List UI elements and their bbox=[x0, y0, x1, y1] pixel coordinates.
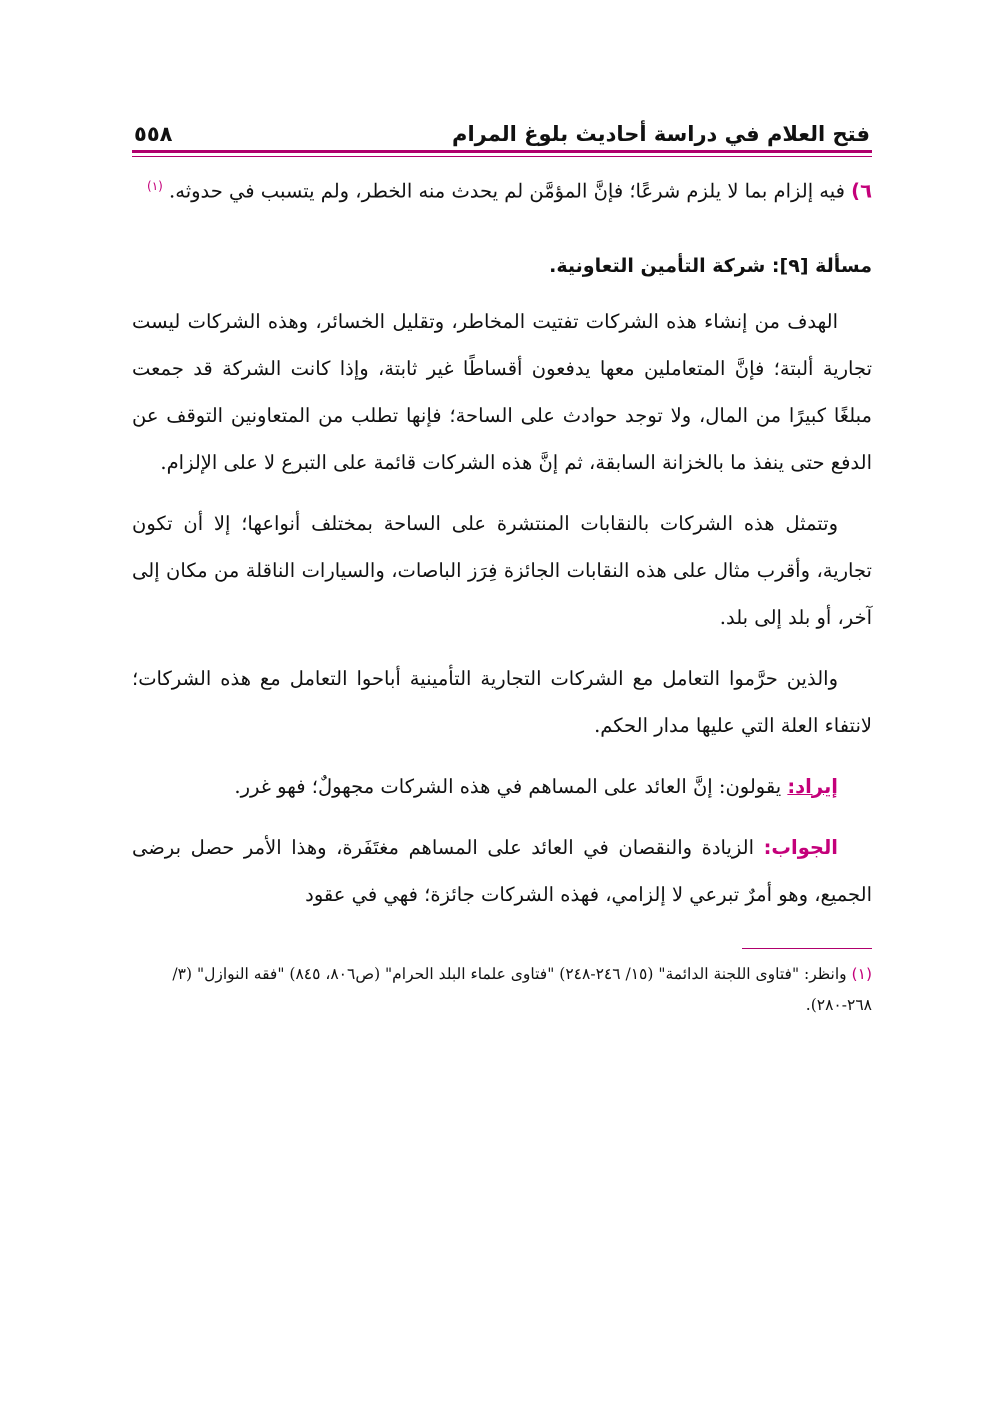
answer-label: الجواب: bbox=[763, 835, 838, 859]
footnote-text: وانظر: "فتاوى اللجنة الدائمة" (١٥/ ٢٤٦-٢٤٨) "فتاوى علماء البلد الحرام" (ص٨٠٦، ٨٤٥) "فقه النوازل" (٣/ ٢٦٨-٢٨٠). bbox=[172, 964, 872, 1014]
item-number: ٦) bbox=[851, 179, 872, 203]
running-header bbox=[132, 100, 872, 146]
book-title: فتح العلام في دراسة أحاديث بلوغ المرام bbox=[452, 122, 870, 146]
list-item-6 bbox=[132, 163, 872, 215]
footnote-divider bbox=[742, 948, 872, 949]
objection-text: يقولون: إنَّ العائد على المساهم في هذه الشركات مجهولٌ؛ فهو غرر. bbox=[234, 774, 782, 798]
paragraph-2: وتتمثل هذه الشركات بالنقابات المنتشرة على الساحة بمختلف أنواعها؛ إلا أن تكون تجارية، وأقرب مثال على هذه النقابات الجائزة فِرَز الباصات، والسيارات الناقلة من مكان إلى آخر، أو بلد إلى بلد. bbox=[132, 511, 872, 629]
paragraph-3: والذين حرَّموا التعامل مع الشركات التجارية التأمينية أباحوا التعامل مع هذه الشركات؛ لانتفاء العلة التي عليها مدار الحكم. bbox=[132, 666, 872, 737]
paragraph-1: الهدف من إنشاء هذه الشركات تفتيت المخاطر، وتقليل الخسائر، وهذه الشركات ليست تجارية ألبتة؛ فإنَّ المتعاملين معها يدفعون أقساطًا غير ثابتة، وإذا كانت الشركة قد جمعت مبلغًا كبيرًا من المال، ولا توجد حوادث على الساحة؛ فإنها تطلب من المتعاونين التوقف عن الدفع حتى ينفذ ما بالخزانة السابقة، ثم إنَّ هذه الشركات قائمة على التبرع لا على الإلزام. bbox=[132, 309, 872, 474]
item-text: فيه إلزام بما لا يلزم شرعًا؛ فإنَّ المؤمَّن لم يحدث منه الخطر، ولم يتسبب في حدوثه. bbox=[169, 179, 845, 203]
objection bbox=[132, 763, 872, 810]
answer-text: الزيادة والنقصان في العائد على المساهم مغتَفَرة، وهذا الأمر حصل برضى الجميع، وهو أمرٌ تبرعي لا إلزامي، فهذه الشركات جائزة؛ فهي في عقود bbox=[132, 835, 872, 906]
footnote-number: (١) bbox=[851, 964, 872, 983]
objection-label: إيراد: bbox=[787, 774, 838, 798]
answer bbox=[132, 824, 872, 918]
footnote-ref[interactable]: (١) bbox=[147, 179, 163, 193]
page bbox=[132, 100, 872, 1021]
header-rule bbox=[132, 150, 872, 157]
issue-heading: مسألة [٩]: شركة التأمين التعاونية. bbox=[549, 254, 872, 277]
page-number: ٥٥٨ bbox=[134, 122, 173, 146]
footnote bbox=[132, 959, 872, 1021]
